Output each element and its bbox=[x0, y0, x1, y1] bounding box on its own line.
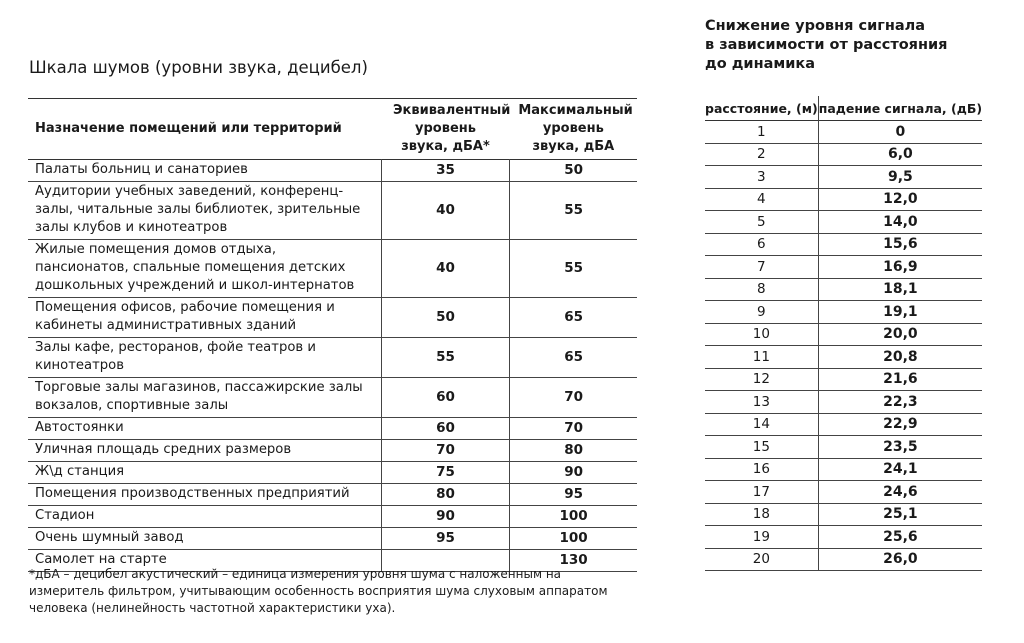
place-cell: Уличная площадь средних размеров bbox=[35, 442, 292, 457]
table-row bbox=[28, 182, 637, 240]
drop-cell: 20,8 bbox=[883, 348, 918, 365]
maximum-level-cell: 80 bbox=[564, 442, 583, 458]
maximum-level-cell: 65 bbox=[564, 309, 583, 325]
table-row bbox=[705, 121, 982, 144]
equivalent-level-cell: 50 bbox=[381, 298, 509, 338]
drop-cell: 15,6 bbox=[883, 236, 918, 253]
drop-cell: 12,0 bbox=[883, 191, 918, 208]
equivalent-level-cell: 35 bbox=[381, 160, 509, 182]
table-row bbox=[705, 548, 982, 571]
place-column-header: Назначение помещений или территорий bbox=[35, 121, 342, 136]
table-row bbox=[705, 436, 982, 459]
distance-column-header: расстояние, (м) bbox=[705, 96, 818, 121]
maximum-level-cell: 90 bbox=[564, 464, 583, 480]
drop-cell: 25,1 bbox=[883, 506, 918, 523]
place-cell: Ж\д станция bbox=[35, 464, 125, 479]
drop-cell: 26,0 bbox=[883, 551, 918, 568]
distance-cell: 2 bbox=[705, 143, 818, 166]
place-cell: Помещения производственных предприятий bbox=[35, 486, 350, 501]
noise-table-body bbox=[28, 160, 637, 572]
table-row bbox=[705, 166, 982, 189]
noise-scale-table bbox=[28, 98, 637, 572]
table-row bbox=[705, 368, 982, 391]
table-row bbox=[705, 301, 982, 324]
distance-cell: 7 bbox=[705, 256, 818, 279]
equivalent-level-cell: 40 bbox=[381, 182, 509, 240]
table-row bbox=[705, 503, 982, 526]
signal-drop-title-line: до динамика bbox=[705, 56, 816, 72]
maximum-level-cell: 55 bbox=[564, 202, 583, 218]
place-cell: Помещения офисов, рабочие помещения и кабинеты административных зданий bbox=[35, 300, 335, 333]
table-row bbox=[28, 338, 637, 378]
distance-cell: 15 bbox=[705, 436, 818, 459]
drop-cell: 24,1 bbox=[883, 461, 918, 478]
distance-cell: 17 bbox=[705, 481, 818, 504]
table-row bbox=[705, 278, 982, 301]
maximum-level-cell: 55 bbox=[564, 260, 583, 276]
maximum-level-cell: 95 bbox=[564, 486, 583, 502]
distance-cell: 4 bbox=[705, 188, 818, 211]
table-row bbox=[705, 481, 982, 504]
maximum-level-cell: 70 bbox=[564, 389, 583, 405]
equivalent-level-cell: 60 bbox=[381, 418, 509, 440]
distance-cell: 5 bbox=[705, 211, 818, 234]
drop-cell: 23,5 bbox=[883, 438, 918, 455]
distance-cell: 8 bbox=[705, 278, 818, 301]
maximum-level-cell: 50 bbox=[564, 162, 583, 178]
distance-cell: 6 bbox=[705, 233, 818, 256]
signal-table-body bbox=[705, 121, 982, 571]
drop-cell: 16,9 bbox=[883, 258, 918, 275]
maximum-level-cell: 70 bbox=[564, 420, 583, 436]
distance-cell: 18 bbox=[705, 503, 818, 526]
place-cell: Палаты больниц и санаториев bbox=[35, 162, 248, 177]
noise-scale-title: Шкала шумов (уровни звука, децибел) bbox=[29, 58, 368, 77]
table-row bbox=[705, 458, 982, 481]
drop-cell: 6,0 bbox=[887, 146, 913, 163]
drop-cell: 19,1 bbox=[883, 303, 918, 320]
table-row bbox=[28, 378, 637, 418]
table-row bbox=[705, 346, 982, 369]
table-row bbox=[705, 526, 982, 549]
equivalent-level-cell: 60 bbox=[381, 378, 509, 418]
place-cell: Аудитории учебных заведений, конференц- залы, читальные залы библиотек, зрительные залы клубов и кинотеатров bbox=[35, 184, 361, 235]
equivalent-level-column-header: Эквивалентный уровень звука, дБА* bbox=[393, 103, 511, 154]
drop-cell: 25,6 bbox=[883, 528, 918, 545]
equivalent-level-cell: 55 bbox=[381, 338, 509, 378]
table-row bbox=[28, 160, 637, 182]
table-row bbox=[28, 298, 637, 338]
table-row bbox=[705, 188, 982, 211]
equivalent-level-cell: 90 bbox=[381, 506, 509, 528]
place-cell: Жилые помещения домов отдыха, пансионатов, спальные помещения детских дошкольных учреждений и школ-интернатов bbox=[35, 242, 355, 293]
table-row bbox=[28, 506, 637, 528]
place-cell: Самолет на старте bbox=[35, 552, 167, 567]
table-row bbox=[705, 256, 982, 279]
drop-cell: 9,5 bbox=[887, 168, 913, 185]
table-row bbox=[705, 143, 982, 166]
signal-drop-table bbox=[705, 96, 982, 571]
drop-cell: 18,1 bbox=[883, 281, 918, 298]
place-cell: Очень шумный завод bbox=[35, 530, 184, 545]
table-row bbox=[705, 391, 982, 414]
table-row bbox=[28, 462, 637, 484]
distance-cell: 10 bbox=[705, 323, 818, 346]
maximum-level-cell: 100 bbox=[559, 508, 588, 524]
drop-cell: 22,3 bbox=[883, 393, 918, 410]
drop-cell: 22,9 bbox=[883, 416, 918, 433]
table-row bbox=[705, 413, 982, 436]
drop-cell: 14,0 bbox=[883, 213, 918, 230]
distance-cell: 1 bbox=[705, 121, 818, 144]
maximum-level-column-header: Максимальный уровень звука, дБА bbox=[518, 103, 633, 154]
table-row bbox=[705, 323, 982, 346]
equivalent-level-cell: 95 bbox=[381, 528, 509, 550]
drop-cell: 20,0 bbox=[883, 326, 918, 343]
distance-cell: 13 bbox=[705, 391, 818, 414]
drop-cell: 21,6 bbox=[883, 371, 918, 388]
maximum-level-cell: 130 bbox=[559, 552, 588, 568]
equivalent-level-cell: 70 bbox=[381, 440, 509, 462]
table-row bbox=[705, 233, 982, 256]
table-row bbox=[28, 528, 637, 550]
drop-column-header: падение сигнала, (дБ) bbox=[818, 100, 983, 116]
distance-cell: 3 bbox=[705, 166, 818, 189]
signal-drop-title bbox=[705, 17, 1005, 74]
signal-drop-title-line: Снижение уровня сигнала bbox=[705, 18, 926, 34]
distance-cell: 11 bbox=[705, 346, 818, 369]
table-row bbox=[705, 211, 982, 234]
equivalent-level-cell: 40 bbox=[381, 240, 509, 298]
place-cell: Залы кафе, ресторанов, фойе театров и кинотеатров bbox=[35, 340, 316, 373]
place-cell: Стадион bbox=[35, 508, 95, 523]
table-row bbox=[28, 440, 637, 462]
signal-table-header-row bbox=[705, 96, 982, 121]
distance-cell: 19 bbox=[705, 526, 818, 549]
distance-cell: 12 bbox=[705, 368, 818, 391]
place-cell: Торговые залы магазинов, пассажирские залы вокзалов, спортивные залы bbox=[35, 380, 363, 413]
table-row bbox=[28, 418, 637, 440]
distance-cell: 16 bbox=[705, 458, 818, 481]
noise-table-header-row bbox=[28, 99, 637, 160]
distance-cell: 14 bbox=[705, 413, 818, 436]
maximum-level-cell: 100 bbox=[559, 530, 588, 546]
distance-cell: 20 bbox=[705, 548, 818, 571]
maximum-level-cell: 65 bbox=[564, 349, 583, 365]
equivalent-level-cell: 75 bbox=[381, 462, 509, 484]
footnote: *дБА – децибел акустический – единица измерения уровня шума с наложенным на измеритель фильтром, учитывающим особенность восприятия шума слуховым аппаратом человека (нелинейность частотной характеристики уха). bbox=[29, 567, 608, 615]
drop-cell: 0 bbox=[895, 123, 906, 140]
table-row bbox=[28, 240, 637, 298]
table-row bbox=[28, 484, 637, 506]
distance-cell: 9 bbox=[705, 301, 818, 324]
equivalent-level-cell: 80 bbox=[381, 484, 509, 506]
signal-drop-title-line: в зависимости от расстояния bbox=[705, 37, 948, 53]
drop-cell: 24,6 bbox=[883, 483, 918, 500]
place-cell: Автостоянки bbox=[35, 420, 124, 435]
